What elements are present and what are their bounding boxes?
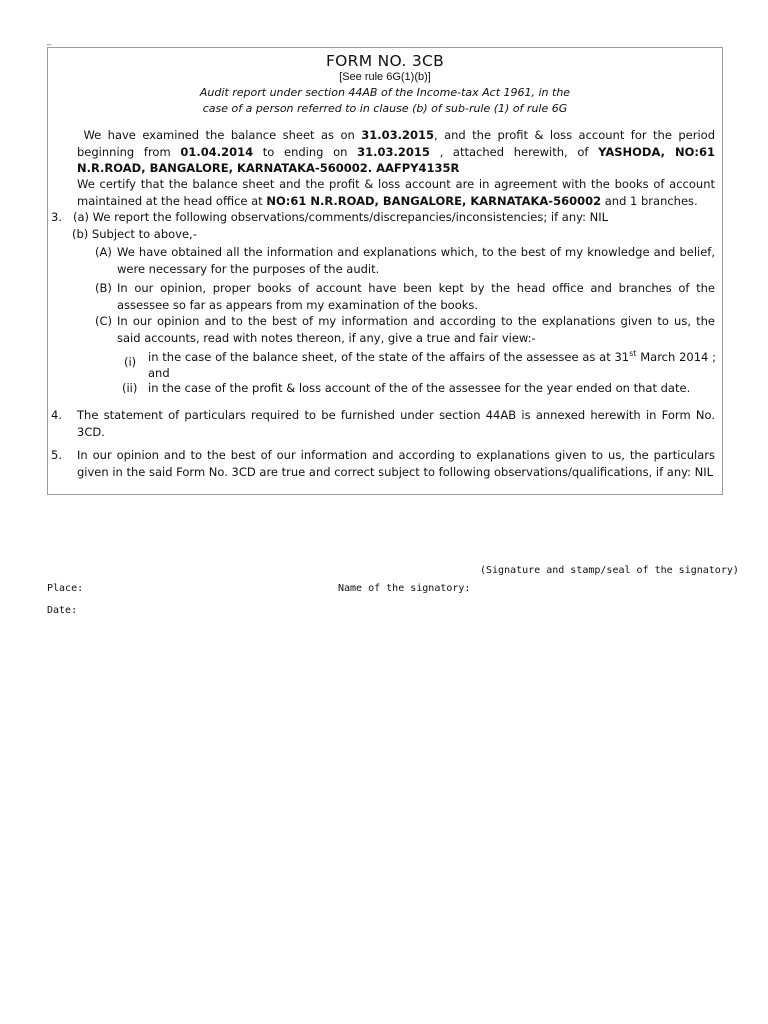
period-start-date: 01.04.2014	[180, 144, 254, 159]
item-A-label: (A)	[95, 245, 112, 259]
item-i-label: (i)	[124, 355, 137, 369]
item-C-label: (C)	[95, 314, 113, 328]
cert-text-1: We certify that the balance sheet and the profit & loss account are in agreement with the books of account maintained at the head office at	[77, 177, 715, 208]
period-end-date: 31.03.2015	[357, 144, 430, 159]
item3a-text: (a) We report the following observations/comments/discrepancies/inconsistencies; if any: NIL	[73, 210, 609, 224]
item3b-text: (b) Subject to above,-	[72, 227, 197, 241]
item-ii-label: (ii)	[122, 381, 138, 395]
signature-caption: (Signature and stamp/seal of the signatory)	[480, 565, 739, 576]
certification-paragraph	[77, 176, 715, 209]
header-dash: _	[47, 36, 52, 46]
exam-text-1: We have examined the balance sheet as on	[83, 128, 362, 142]
assessee-details: YASHODA, NO:61 N.R.ROAD, BANGALORE, KARNATAKA-560002. AAFPY4135R	[77, 144, 715, 175]
examination-paragraph	[77, 127, 715, 177]
item4-number: 4.	[51, 408, 62, 422]
exam-text-3: to ending on	[253, 144, 358, 159]
exam-text-4: , attached herewith, of	[429, 144, 599, 159]
form-rule: [See rule 6G(1)(b)]	[339, 71, 431, 83]
form-subtitle-line1: Audit report under section 44AB of the Income-tax Act 1961, in the	[199, 86, 571, 99]
item5-text: In our opinion and to the best of our information and according to explanations given to us, the particulars given in the said Form No. 3CD are true and correct subject to following observations/qualifications, if any: NIL	[77, 448, 715, 479]
place-label: Place:	[47, 583, 84, 594]
item-ii-text: in the case of the profit & loss account of the of the assessee for the year ended on that date.	[148, 381, 691, 395]
head-office-address: NO:61 N.R.ROAD, BANGALORE, KARNATAKA-560002	[266, 193, 602, 208]
signatory-name-label: Name of the signatory:	[338, 583, 471, 594]
item-B-label: (B)	[95, 281, 112, 295]
item-i-superscript: st	[629, 349, 637, 358]
balance-sheet-date: 31.03.2015	[361, 128, 434, 142]
item-B-text: In our opinion, proper books of account have been kept by the head office and branches of the assessee so far as appears from my examination of the books.	[117, 281, 715, 312]
form-title: FORM NO. 3CB	[325, 52, 445, 70]
item-C-text: In our opinion and to the best of my information and according to the explanations given to us, the said accounts, read with notes thereon, if any, give a true and fair view:-	[117, 314, 715, 345]
exam-text-2: , and the profit & loss account for the period beginning from	[77, 128, 715, 159]
item5-number: 5.	[51, 448, 62, 462]
date-label: Date:	[47, 605, 78, 616]
item-A-text: We have obtained all the information and explanations which, to the best of my knowledge and belief, were necessary for the purposes of the audit.	[117, 245, 715, 276]
item-i-text-2: March 2014 ; and	[148, 349, 717, 381]
item4-text: The statement of particulars required to be furnished under section 44AB is annexed herewith in Form No. 3CD.	[77, 408, 715, 439]
form-3cb-box	[47, 47, 723, 495]
item3-number: 3.	[51, 210, 62, 224]
cert-text-2: and 1 branches.	[601, 193, 698, 208]
item-i-text-1: in the case of the balance sheet, of the state of the affairs of the assessee as at 31	[148, 349, 630, 364]
item-i-text	[148, 346, 716, 382]
form-subtitle-line2: case of a person referred to in clause (b) of sub-rule (1) of rule 6G	[202, 102, 568, 115]
